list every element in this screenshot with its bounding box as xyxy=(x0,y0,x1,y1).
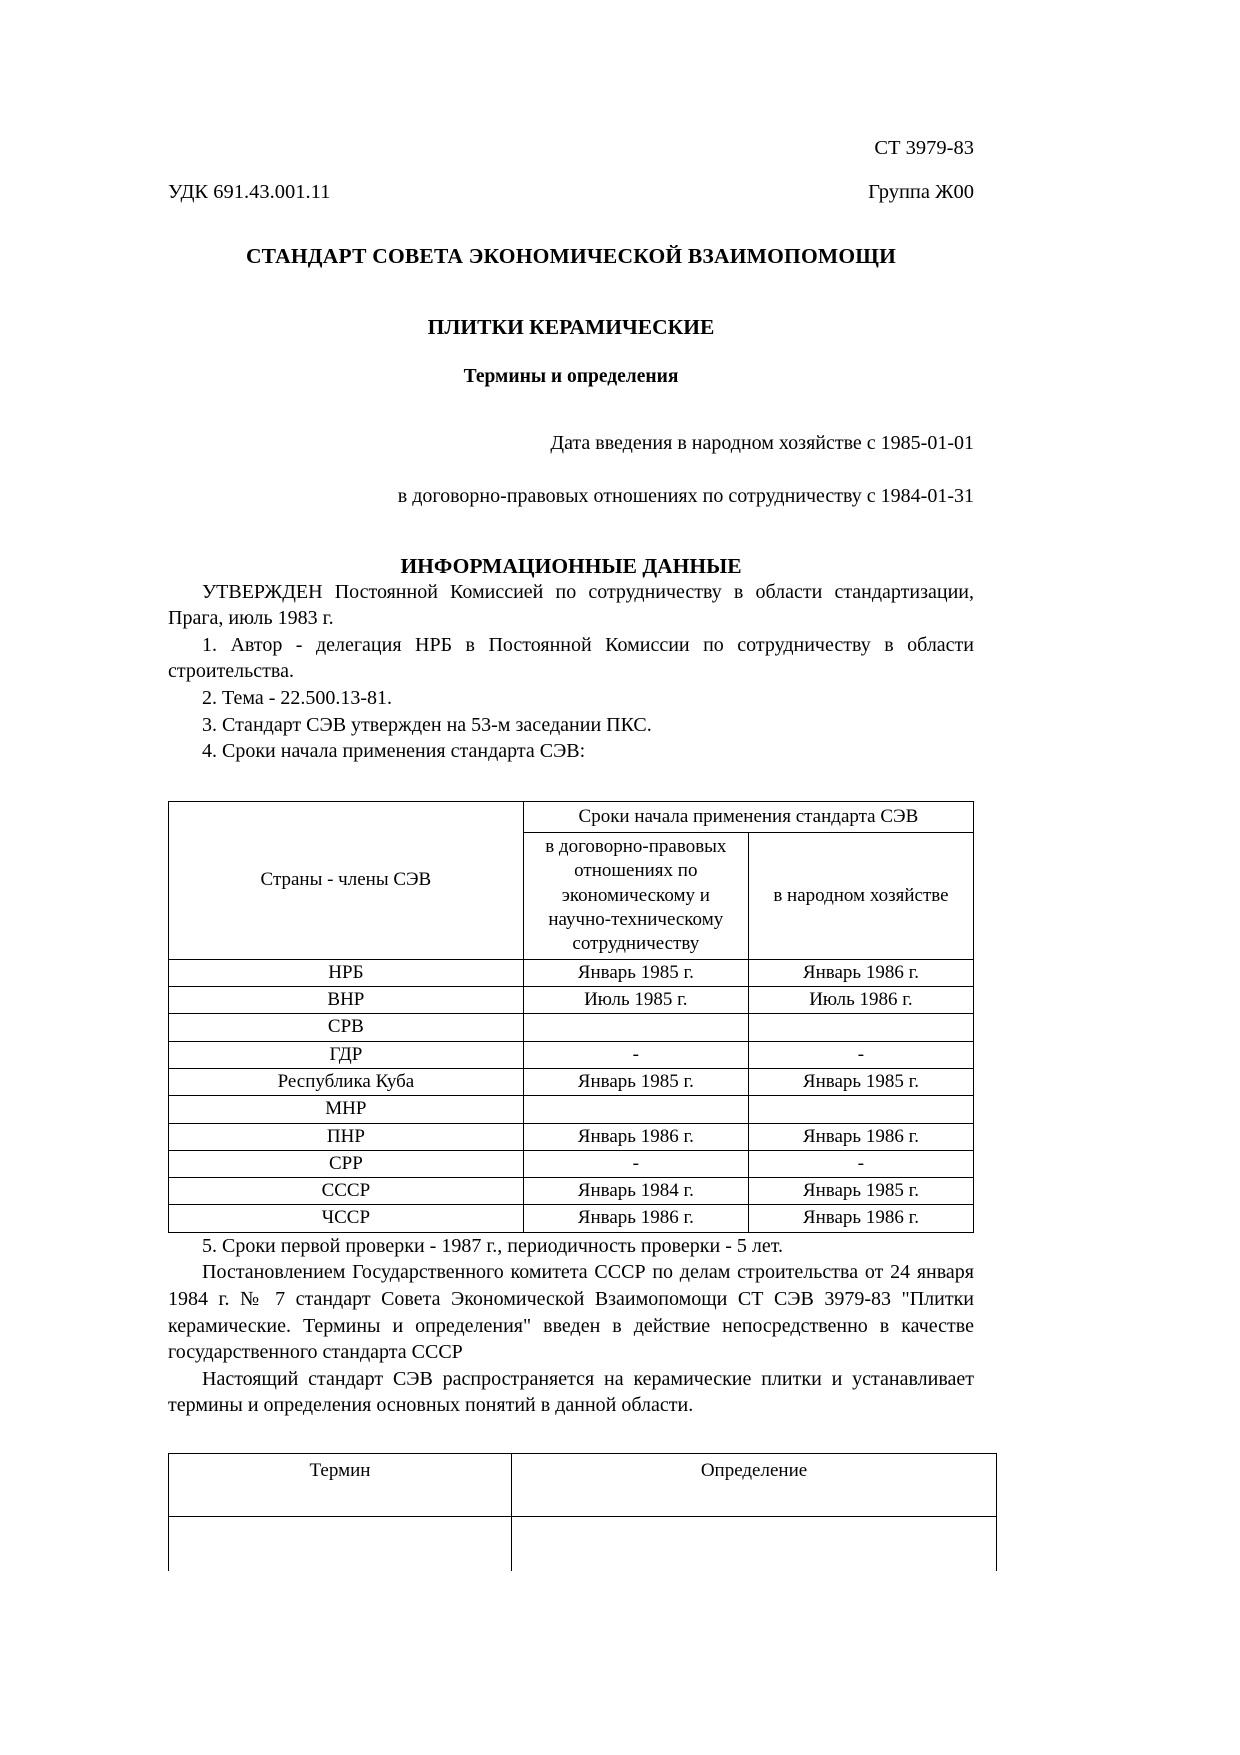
cell-economy: - xyxy=(748,1150,973,1177)
info-item-5: 5. Сроки первой проверки - 1987 г., периодичность проверки - 5 лет. xyxy=(202,1234,783,1257)
cell-economy: Январь 1986 г. xyxy=(748,1123,973,1150)
definition-table xyxy=(168,1453,997,1571)
table-row xyxy=(169,1178,974,1205)
definition-body-row xyxy=(169,1516,997,1571)
cell-economy xyxy=(748,1014,973,1041)
definition-header-row xyxy=(169,1453,997,1516)
cell-country: ПНР xyxy=(169,1123,524,1150)
info-item-4: 4. Сроки начала применения стандарта СЭВ: xyxy=(202,740,586,763)
cell-definition xyxy=(512,1516,997,1571)
udk-group-row xyxy=(168,181,974,204)
table-header-row-1 xyxy=(169,801,974,832)
cell-contract: Январь 1986 г. xyxy=(523,1123,748,1150)
cell-economy: Январь 1985 г. xyxy=(748,1068,973,1095)
page-title: СТАНДАРТ СОВЕТА ЭКОНОМИЧЕСКОЙ ВЗАИМОПОМОЩИ xyxy=(245,243,897,268)
application-dates-table-wrapper xyxy=(168,801,974,1233)
group-classifier: Группа Ж00 xyxy=(868,180,974,203)
header-cell-term: Термин xyxy=(169,1453,512,1516)
cell-country: СРВ xyxy=(169,1014,524,1041)
definition-table-wrapper xyxy=(168,1453,974,1571)
information-data-heading: ИНФОРМАЦИОННЫЕ ДАННЫЕ xyxy=(400,553,742,578)
cell-country: ЧССР xyxy=(169,1205,524,1232)
cell-economy: Январь 1986 г. xyxy=(748,959,973,986)
document-subtitle: Термины и определения xyxy=(463,365,679,387)
introduction-date-contractual: в договорно-правовых отношениях по сотрудничеству с 1984-01-31 xyxy=(397,484,974,507)
document-subject-title: ПЛИТКИ КЕРАМИЧЕСКИЕ xyxy=(427,314,715,339)
cell-country: МНР xyxy=(169,1096,524,1123)
cell-contract: - xyxy=(523,1041,748,1068)
table-row xyxy=(169,986,974,1013)
document-code: СТ 3979-83 xyxy=(874,137,974,159)
cell-contract: Январь 1984 г. xyxy=(523,1178,748,1205)
cell-country: ГДР xyxy=(169,1041,524,1068)
cell-economy: - xyxy=(748,1041,973,1068)
scope-paragraph: Настоящий стандарт СЭВ распространяется на керамические плитки и устанавливает термины и определения основных понятий в данной области. xyxy=(168,1367,974,1417)
decree-paragraph: Постановлением Государственного комитета СССР по делам строительства от 24 января 1984 г. № 7 стандарт Совета Экономической Взаимопомощи СТ СЭВ 3979-83 "Плитки керамические. Термины и определения" введен в действие непосредственно в качестве государственного стандарта СССР xyxy=(168,1261,974,1364)
table-row xyxy=(169,1205,974,1232)
cell-country: ВНР xyxy=(169,986,524,1013)
header-cell-country: Страны - члены СЭВ xyxy=(169,801,524,959)
info-item-3: 3. Стандарт СЭВ утвержден на 53-м заседании ПКС. xyxy=(202,713,652,736)
cell-contract: Январь 1985 г. xyxy=(523,959,748,986)
cell-country: СРР xyxy=(169,1150,524,1177)
approval-paragraph: УТВЕРЖДЕН Постоянной Комиссией по сотрудничеству в области стандартизации, Прага, июль 1983 г. xyxy=(168,580,974,630)
application-dates-table xyxy=(168,801,974,1233)
cell-economy xyxy=(748,1096,973,1123)
cell-economy: Январь 1986 г. xyxy=(748,1205,973,1232)
header-cell-contract: в договорно-правовых отношениях по экономическому и научно-техническому сотрудничеству xyxy=(523,833,748,960)
cell-contract xyxy=(523,1096,748,1123)
introduction-date-national: Дата введения в народном хозяйстве с 1985-01-01 xyxy=(550,431,974,454)
info-item-2: 2. Тема - 22.500.13-81. xyxy=(202,686,393,709)
table-row xyxy=(169,1123,974,1150)
header-cell-economy: в народном хозяйстве xyxy=(748,833,973,960)
cell-contract: Январь 1985 г. xyxy=(523,1068,748,1095)
udk-number: УДК 691.43.001.11 xyxy=(168,180,331,203)
info-item-1: 1. Автор - делегация НРБ в Постоянной Комиссии по сотрудничеству в области строительства. xyxy=(168,633,974,683)
cell-economy: Июль 1986 г. xyxy=(748,986,973,1013)
header-cell-definition: Определение xyxy=(512,1453,997,1516)
cell-contract: Январь 1986 г. xyxy=(523,1205,748,1232)
cell-country: СССР xyxy=(169,1178,524,1205)
table-row xyxy=(169,1150,974,1177)
cell-country: НРБ xyxy=(169,959,524,986)
table-row xyxy=(169,1014,974,1041)
table-row xyxy=(169,1068,974,1095)
cell-contract xyxy=(523,1014,748,1041)
table-row xyxy=(169,1041,974,1068)
cell-economy: Январь 1985 г. xyxy=(748,1178,973,1205)
header-cell-span: Сроки начала применения стандарта СЭВ xyxy=(523,801,973,832)
cell-contract: - xyxy=(523,1150,748,1177)
cell-term xyxy=(169,1516,512,1571)
cell-contract: Июль 1985 г. xyxy=(523,986,748,1013)
page-content xyxy=(168,0,974,1571)
cell-country: Республика Куба xyxy=(169,1068,524,1095)
table-row xyxy=(169,959,974,986)
table-row xyxy=(169,1096,974,1123)
